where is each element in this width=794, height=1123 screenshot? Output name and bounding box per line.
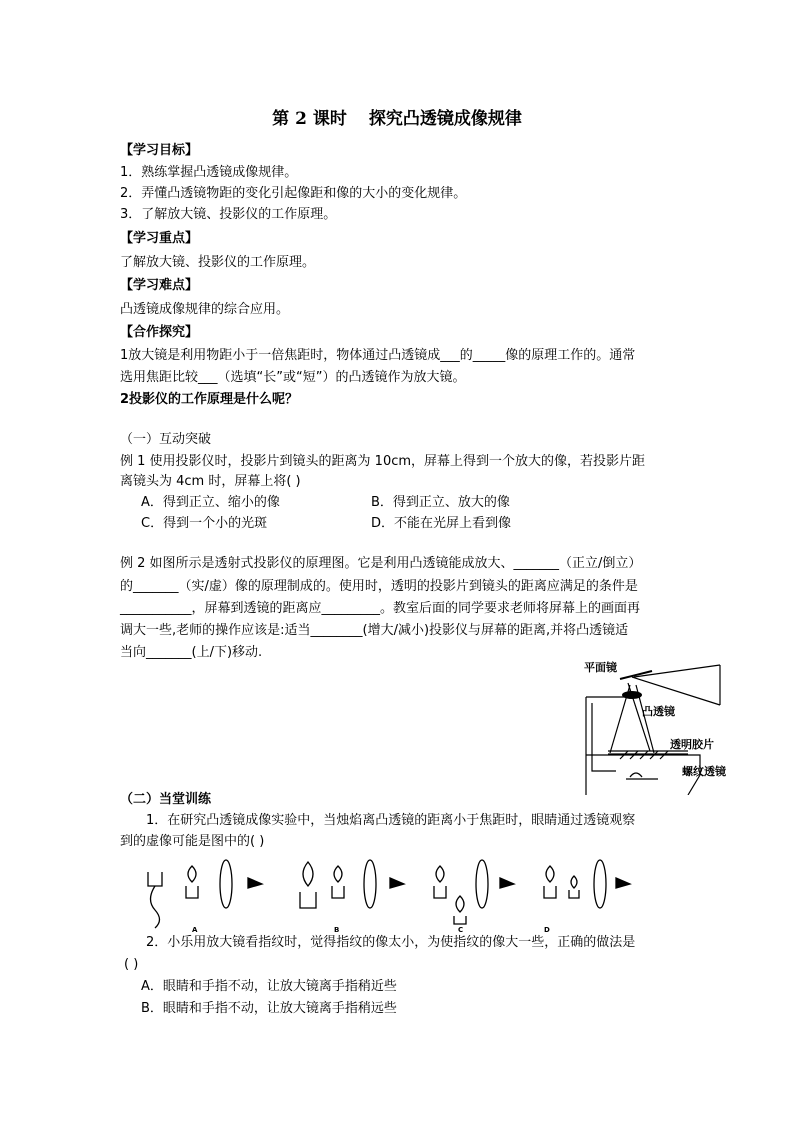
candle-c xyxy=(434,886,446,898)
eye-c xyxy=(500,878,514,888)
candle-d xyxy=(544,886,556,898)
image-flame-b xyxy=(303,862,313,886)
coop-line-1: 1放大镜是利用物距小于一倍焦距时，物体通过凸透镜成___的_____像的原理工作的。通常 xyxy=(120,348,636,363)
example2-line-3: ___________，屏幕到透镜的距离应_________。教室后面的同学要求老师将屏幕上的画面再 xyxy=(120,601,641,616)
objective-2: 2．弄懂凸透镜物距的变化引起像距和像的大小的变化规律。 xyxy=(120,186,467,201)
example2-line-5: 当向_______(上/下)移动. xyxy=(120,645,263,660)
figure-label-a: A xyxy=(192,926,198,934)
candle-flame-d xyxy=(546,866,554,882)
figure-a xyxy=(148,860,262,928)
eye-b xyxy=(390,878,404,888)
image-candle-a xyxy=(148,872,162,886)
coop-line-2: 选用焦距比较___（选填“长”或“短”）的凸透镜作为放大镜。 xyxy=(120,370,466,385)
objective-3: 3．了解放大镜、投影仪的工作原理。 xyxy=(120,207,337,222)
image-flame-d xyxy=(571,876,577,888)
example1-option-c: C．得到一个小的光斑 xyxy=(141,516,268,531)
difficulty-text: 凸透镜成像规律的综合应用。 xyxy=(120,302,290,317)
page-title xyxy=(0,104,794,129)
example2-line-4: 调大一些,老师的操作应该是:适当________(增大/减小)投影仪与屏幕的距离,并将凸透镜适 xyxy=(120,623,629,638)
objectives-heading: 【学习目标】 xyxy=(120,143,199,158)
example2-line-1: 例 2 如图所示是透射式投影仪的原理图。它是利用凸透镜能成放大、_______（正立/倒立） xyxy=(120,556,642,571)
lesson-topic: 探究凸透镜成像规律 xyxy=(368,109,522,129)
part1-heading: （一）互动突破 xyxy=(120,432,212,447)
ray-out-2 xyxy=(632,677,720,705)
convex-lens-shape xyxy=(622,691,642,699)
question2-line-1: 2．小乐用放大镜看指纹时，觉得指纹的像太小，为使指纹的像大一些，正确的做法是 xyxy=(146,935,636,950)
question2-option-b: B．眼睛和手指不动，让放大镜离手指稍远些 xyxy=(141,1001,397,1016)
eye-a xyxy=(248,878,262,888)
key-text: 了解放大镜、投影仪的工作原理。 xyxy=(120,255,316,270)
image-flame-a xyxy=(151,886,160,928)
candle-flame-a xyxy=(188,866,196,882)
example1-option-a: A．得到正立、缩小的像 xyxy=(141,495,280,510)
coop-heading: 【合作探究】 xyxy=(120,325,199,340)
example1-option-d: D．不能在光屏上看到像 xyxy=(371,516,512,531)
example1-line-2: 离镜头为 4cm 时，屏幕上将( ) xyxy=(120,474,301,489)
lens-c xyxy=(476,860,488,908)
part2-heading: （二）当堂训练 xyxy=(120,792,212,807)
ray-out-1 xyxy=(634,665,720,677)
figure-label-b: B xyxy=(334,926,340,934)
candle-flame-c xyxy=(436,866,444,882)
candle-flame-b xyxy=(334,866,342,882)
lens-b xyxy=(364,860,376,908)
label-fresnel: 螺纹透镜 xyxy=(682,765,726,778)
figure-label-d: D xyxy=(544,926,550,934)
objective-1: 1．熟练掌握凸透镜成像规律。 xyxy=(120,165,298,180)
image-candle-c xyxy=(454,916,466,924)
difficulty-heading: 【学习难点】 xyxy=(120,278,199,293)
question1-line-1: 1．在研究凸透镜成像实验中，当烛焰离凸透镜的距离小于焦距时，眼睛通过透镜观察 xyxy=(146,813,636,828)
lesson-number: 第 2 课时 xyxy=(272,109,347,129)
image-candle-d xyxy=(569,890,579,898)
candle-a xyxy=(186,886,198,898)
label-mirror: 平面镜 xyxy=(584,661,617,674)
label-film: 透明胶片 xyxy=(670,738,714,751)
key-heading: 【学习重点】 xyxy=(120,231,199,246)
figure-b xyxy=(300,860,404,908)
cabinet-inner xyxy=(592,703,616,771)
question1-line-2: 到的虚像可能是图中的( ) xyxy=(120,834,265,849)
lens-d xyxy=(594,860,606,908)
lamp-reflector xyxy=(630,773,642,777)
example2-line-2: 的_______（实/虚）像的原理制成的。使用时，透明的投影片到镜头的距离应满足的条件是 xyxy=(120,579,638,594)
figure-label-c: C xyxy=(458,926,464,934)
projector-diagram xyxy=(570,655,750,795)
lens-a xyxy=(220,860,232,908)
figure-d xyxy=(544,860,630,908)
image-candle-b xyxy=(300,892,316,908)
question2-line-2: ( ) xyxy=(124,957,139,972)
coop-line-3: 2投影仪的工作原理是什么呢？ xyxy=(120,392,299,407)
figure-c xyxy=(434,860,514,924)
question2-option-a: A．眼睛和手指不动，让放大镜离手指稍近些 xyxy=(141,979,397,994)
image-flame-c xyxy=(456,896,464,912)
eye-d xyxy=(616,878,630,888)
label-lens: 凸透镜 xyxy=(642,705,675,718)
candle-lens-figures xyxy=(138,852,638,934)
example1-option-b: B．得到正立、放大的像 xyxy=(371,495,510,510)
example1-line-1: 例 1 使用投影仪时，投影片到镜头的距离为 10cm，屏幕上得到一个放大的像，若投影片距 xyxy=(120,454,646,469)
candle-b xyxy=(332,886,344,898)
